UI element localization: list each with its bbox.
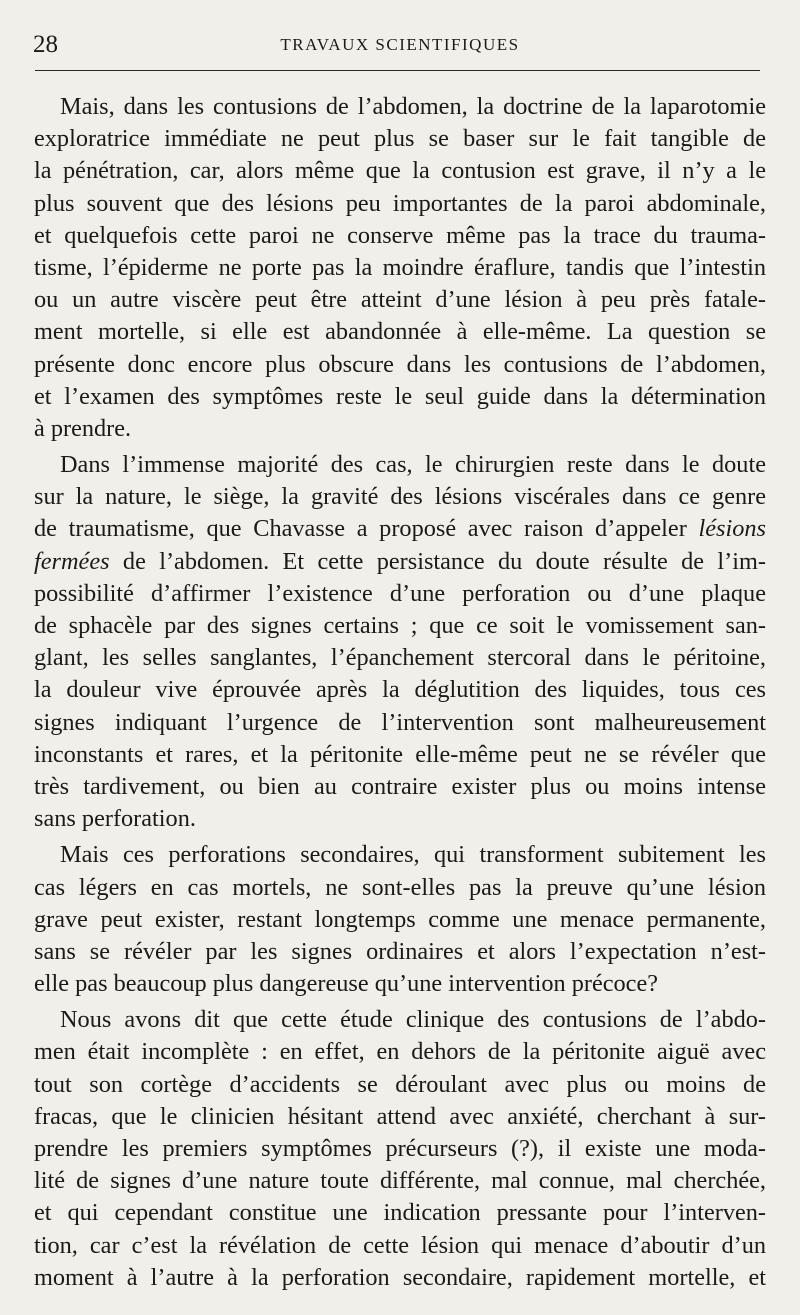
text-line: lité de signes d’une nature toute différente, mal connue, mal cherchée, [34,1167,766,1195]
text-line: tout son cortège d’accidents se déroulant avec plus ou moins de [34,1070,766,1098]
text-line: et l’examen des symptômes reste le seul guide dans la détermination [34,382,766,410]
text-line: glant, les selles sanglantes, l’épanchement stercoral dans le péritoine, [34,644,766,672]
text-line: sans perforation. [34,805,196,833]
text-line: ou un autre viscère peut être atteint d’une lésion à peu près fatale- [34,286,766,314]
text-line: tisme, l’épiderme ne porte pas la moindre éraflure, tandis que l’intestin [34,253,766,281]
paragraph-4 [34,1004,766,1294]
body-text [34,91,766,1294]
text-line: possibilité d’affirmer l’existence d’une perforation ou d’une plaque [34,579,766,607]
text-line: Mais ces perforations secondaires, qui transforment subitement les [60,841,766,869]
text-line: men était incomplète : en effet, en dehors de la péritonite aiguë avec [34,1038,766,1066]
paragraph-3 [34,839,766,1000]
text-line: Nous avons dit que cette étude clinique des contusions de l’abdo- [60,1006,766,1034]
text-line: fracas, que le clinicien hésitant attend avec anxiété, cherchant à sur- [34,1102,766,1130]
text-line: plus souvent que des lésions peu importantes de la paroi abdominale, [34,189,766,217]
text-segment: de traumatisme, que Chavasse a proposé avec raison d’appeler [34,515,687,543]
page-header [0,30,800,60]
text-line: ment mortelle, si elle est abandonnée à elle-même. La question se [34,318,766,346]
text-line: signes indiquant l’urgence de l’intervention sont malheureusement [34,708,766,736]
running-title: TRAVAUX SCIENTIFIQUES [280,35,520,54]
text-line: tion, car c’est la révélation de cette lésion qui menace d’aboutir d’un [34,1231,766,1259]
page-number: 28 [33,31,58,58]
text-line: inconstants et rares, et la péritonite elle-même peut ne se révéler que [34,740,766,768]
text-line: prendre les premiers symptômes précurseurs (?), il existe une moda- [34,1135,766,1162]
text-line: très tardivement, ou bien au contraire exister plus ou moins intense [34,772,766,800]
text-line: Dans l’immense majorité des cas, le chirurgien reste dans le doute [60,451,766,479]
header-rule [35,70,760,71]
text-line: elle pas beaucoup plus dangereuse qu’une intervention précoce? [34,970,659,998]
text-line: moment à l’autre à la perforation secondaire, rapidement mortelle, et [34,1263,766,1291]
text-line: et qui cependant constitue une indication pressante pour l’interven- [34,1199,766,1227]
text-line-with-italic [34,546,766,578]
text-line: grave peut exister, restant longtemps comme une menace permanente, [34,905,766,933]
text-line: de sphacèle par des signes certains ; que ce soit le vomissement san- [34,612,766,639]
text-line: sur la nature, le siège, la gravité des lésions viscérales dans ce genre [34,483,766,511]
italic-term: lésions [698,515,766,543]
paragraph-1 [34,91,766,445]
text-line: la pénétration, car, alors même que la contusion est grave, il n’y a le [34,157,766,185]
text-segment: de l’abdomen. Et cette persistance du doute résulte de l’im- [122,547,766,575]
text-line: à prendre. [34,414,132,442]
text-line: cas légers en cas mortels, ne sont-elles pas la preuve qu’une lésion [34,873,766,901]
italic-term: fermées [34,547,110,575]
text-line: sans se révéler par les signes ordinaires et alors l’expectation n’est- [34,937,766,965]
text-line: Mais, dans les contusions de l’abdomen, la doctrine de la laparotomie [60,93,766,120]
text-line: la douleur vive éprouvée après la déglutition des liquides, tous ces [34,676,766,704]
text-line: exploratrice immédiate ne peut plus se baser sur le fait tangible de [34,125,766,153]
paragraph-2 [34,449,766,835]
text-line-with-italic [34,513,766,545]
text-line: présente donc encore plus obscure dans les contusions de l’abdomen, [34,350,766,378]
text-line: et quelquefois cette paroi ne conserve même pas la trace du trauma- [34,221,766,249]
